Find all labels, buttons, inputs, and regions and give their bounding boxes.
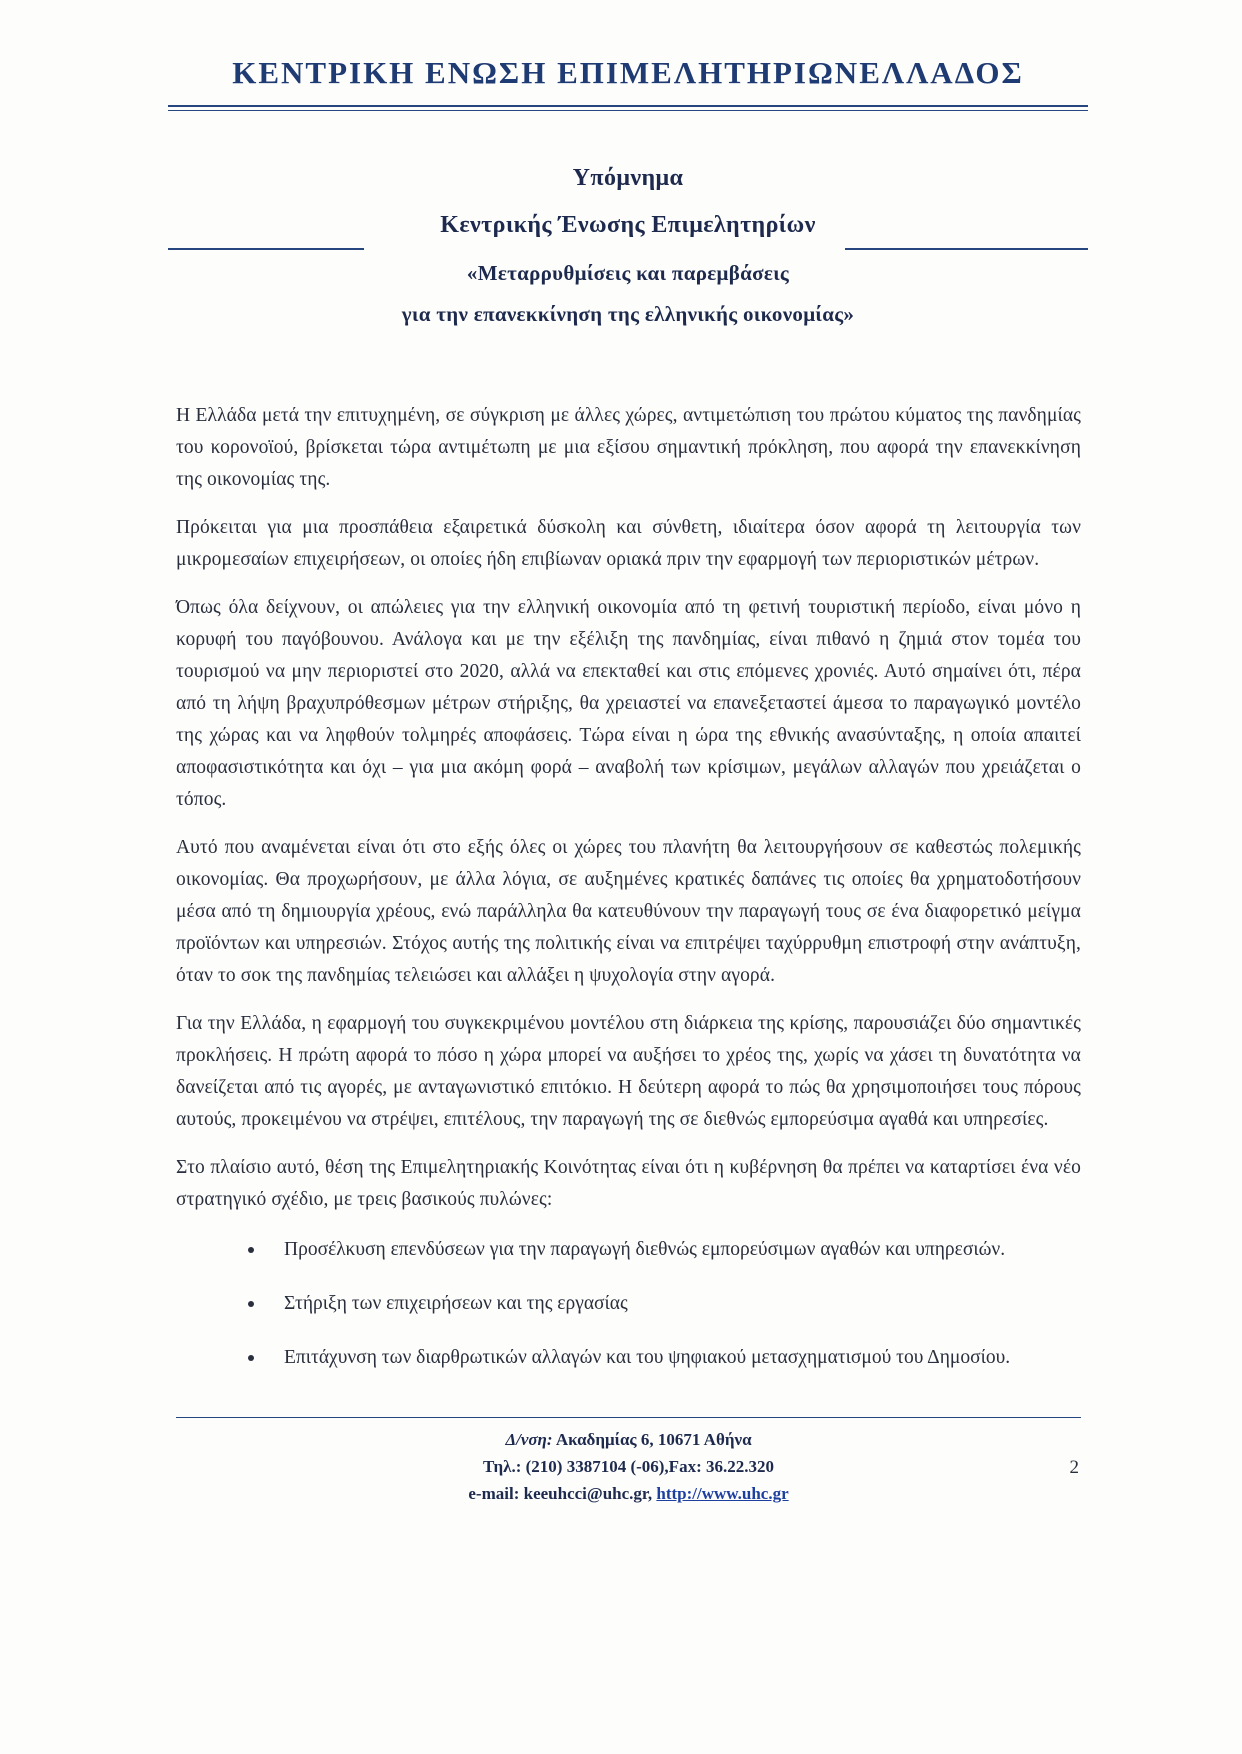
footer — [176, 1417, 1081, 1507]
paragraph: Αυτό που αναμένεται είναι ότι στο εξής όλες οι χώρες του πλανήτη θα λειτουργήσουν σε καθεστώς πολεμικής οικονομίας. Θα προχωρήσουν, με άλλα λόγια, σε αυξημένες κρατικές δαπάνες τις οποίες θα χρηματοδοτήσουν μέσα από τη δημιουργία χρέους, ενώ παράλληλα θα κατευθύνουν την παραγωγή τους σε ένα διαφορετικό μείγμα προϊόντων και υπηρεσιών. Στόχος αυτής της πολιτικής είναι να επιτρέψει ταχύρρυθμη επιστροφή στην ανάπτυξη, όταν το σοκ της πανδημίας τελειώσει και αλλάξει η ψυχολογία στην αγορά. — [176, 837, 1081, 986]
footer-address-label: Δ/νση: — [505, 1430, 553, 1449]
list-item — [176, 1288, 1081, 1320]
footer-email-line — [176, 1480, 1081, 1507]
bullet-dot-icon — [248, 1355, 254, 1361]
title-line-1: Υπόμνημα — [572, 165, 684, 191]
bullet-list — [176, 1234, 1081, 1374]
paragraph: Όπως όλα δείχνουν, οι απώλειες για την ελληνική οικονομία από τη φετινή τουριστική περίοδο, είναι μόνο η κορυφή του παγόβουνου. Ανάλογα και με την εξέλιξη της πανδημίας, είναι πιθανό η ζημιά στον τομέα του τουρισμού να μην περιοριστεί στο 2020, αλλά να επεκταθεί και στις επόμενες χρονιές. Αυτό σημαίνει ότι, πέρα από τη λήψη βραχυπρόθεσμων μέτρων στήριξης, θα χρειαστεί να επανεξεταστεί άμεσα το παραγωγικό μοντέλο της χώρας και να ληφθούν τολμηρές αποφάσεις. Τώρα είναι η ώρα της εθνικής ανασύνταξης, η οποία απαιτεί αποφασιστικότητα και όχι – για μια ακόμη φορά – αναβολή των κρίσιμων, μεγάλων αλλαγών που χρειάζεται ο τόπος. — [176, 597, 1081, 810]
bullet-dot-icon — [248, 1247, 254, 1253]
footer-rule — [176, 1417, 1081, 1418]
paragraph: Για την Ελλάδα, η εφαρμογή του συγκεκριμένου μοντέλου στη διάρκεια της κρίσης, παρουσιάζει δύο σημαντικές προκλήσεις. Η πρώτη αφορά το πόσο η χώρα μπορεί να αυξήσει το χρέος της, χωρίς να χάσει τη δυνατότητα να δανείζεται από τις αγορές, με ανταγωνιστικό επιτόκιο. Η δεύτερη αφορά το πώς θα χρησιμοποιήσει τους πόρους αυτούς, προκειμένου να στρέψει, επιτέλους, την παραγωγή της σε διεθνώς εμπορεύσιμα αγαθά και υπηρεσίες. — [176, 1013, 1081, 1130]
paragraph: Στο πλαίσιο αυτό, θέση της Επιμελητηριακής Κοινότητας είναι ότι η κυβέρνηση θα πρέπει να καταρτίσει ένα νέο στρατηγικό σχέδιο, με τρεις βασικούς πυλώνες: — [176, 1157, 1081, 1210]
paragraph: Η Ελλάδα μετά την επιτυχημένη, σε σύγκριση με άλλες χώρες, αντιμετώπιση του πρώτου κύματος της πανδημίας του κορονοϊού, βρίσκεται τώρα αντιμέτωπη με μια εξίσου σημαντική πρόκληση, που αφορά την επανεκκίνηση της οικονομίας της. — [176, 405, 1081, 490]
title-rule-right — [845, 248, 1088, 250]
organization-title: ΚΕΝΤΡΙΚΗ ΕΝΩΣΗ ΕΠΙΜΕΛΗΤΗΡΙΩΝΕΛΛΑΔΟΣ — [232, 55, 1024, 90]
footer-address: Ακαδημίας 6, 10671 Αθήνα — [555, 1430, 752, 1449]
footer-phone-line: Τηλ.: (210) 3387104 (-06),Fax: 36.22.320 — [483, 1457, 774, 1476]
title-rule-left — [168, 248, 364, 250]
bullet-dot-icon — [248, 1301, 254, 1307]
body-text — [176, 400, 1081, 1396]
footer-email-label: e-mail: — [468, 1484, 520, 1503]
title-line-4: για την επανεκκίνηση της ελληνικής οικονομίας» — [401, 302, 855, 326]
list-item-label: Επιτάχυνση των διαρθρωτικών αλλαγών και του ψηφιακού μετασχηματισμού του Δημοσίου. — [284, 1347, 1011, 1368]
letterhead — [168, 55, 1088, 111]
list-item — [176, 1234, 1081, 1266]
footer-email: keeuhcci@uhc.gr, — [523, 1484, 653, 1503]
footer-website-link[interactable]: http://www.uhc.gr — [656, 1484, 789, 1503]
paragraph: Πρόκειται για μια προσπάθεια εξαιρετικά δύσκολη και σύνθετη, ιδιαίτερα όσον αφορά τη λειτουργία των μικρομεσαίων επιχειρήσεων, οι οποίες ήδη επιβίωναν οριακά πριν την εφαρμογή των περιοριστικών μέτρων. — [176, 517, 1081, 570]
header-rule-bottom — [168, 110, 1088, 111]
footer-address-line — [176, 1426, 1081, 1453]
title-line-3: «Μεταρρυθμίσεις και παρεμβάσεις — [466, 261, 790, 285]
header-rule-top — [168, 105, 1088, 107]
list-item-label: Στήριξη των επιχειρήσεων και της εργασίας — [284, 1293, 628, 1314]
title-line-2: Κεντρικής Ένωσης Επιμελητηρίων — [440, 212, 816, 238]
page-number: 2 — [1069, 1457, 1079, 1478]
list-item-label: Προσέλκυση επενδύσεων για την παραγωγή διεθνώς εμπορεύσιμων αγαθών και υπηρεσιών. — [284, 1239, 1006, 1260]
list-item — [176, 1342, 1081, 1374]
document-title-block — [168, 165, 1088, 327]
